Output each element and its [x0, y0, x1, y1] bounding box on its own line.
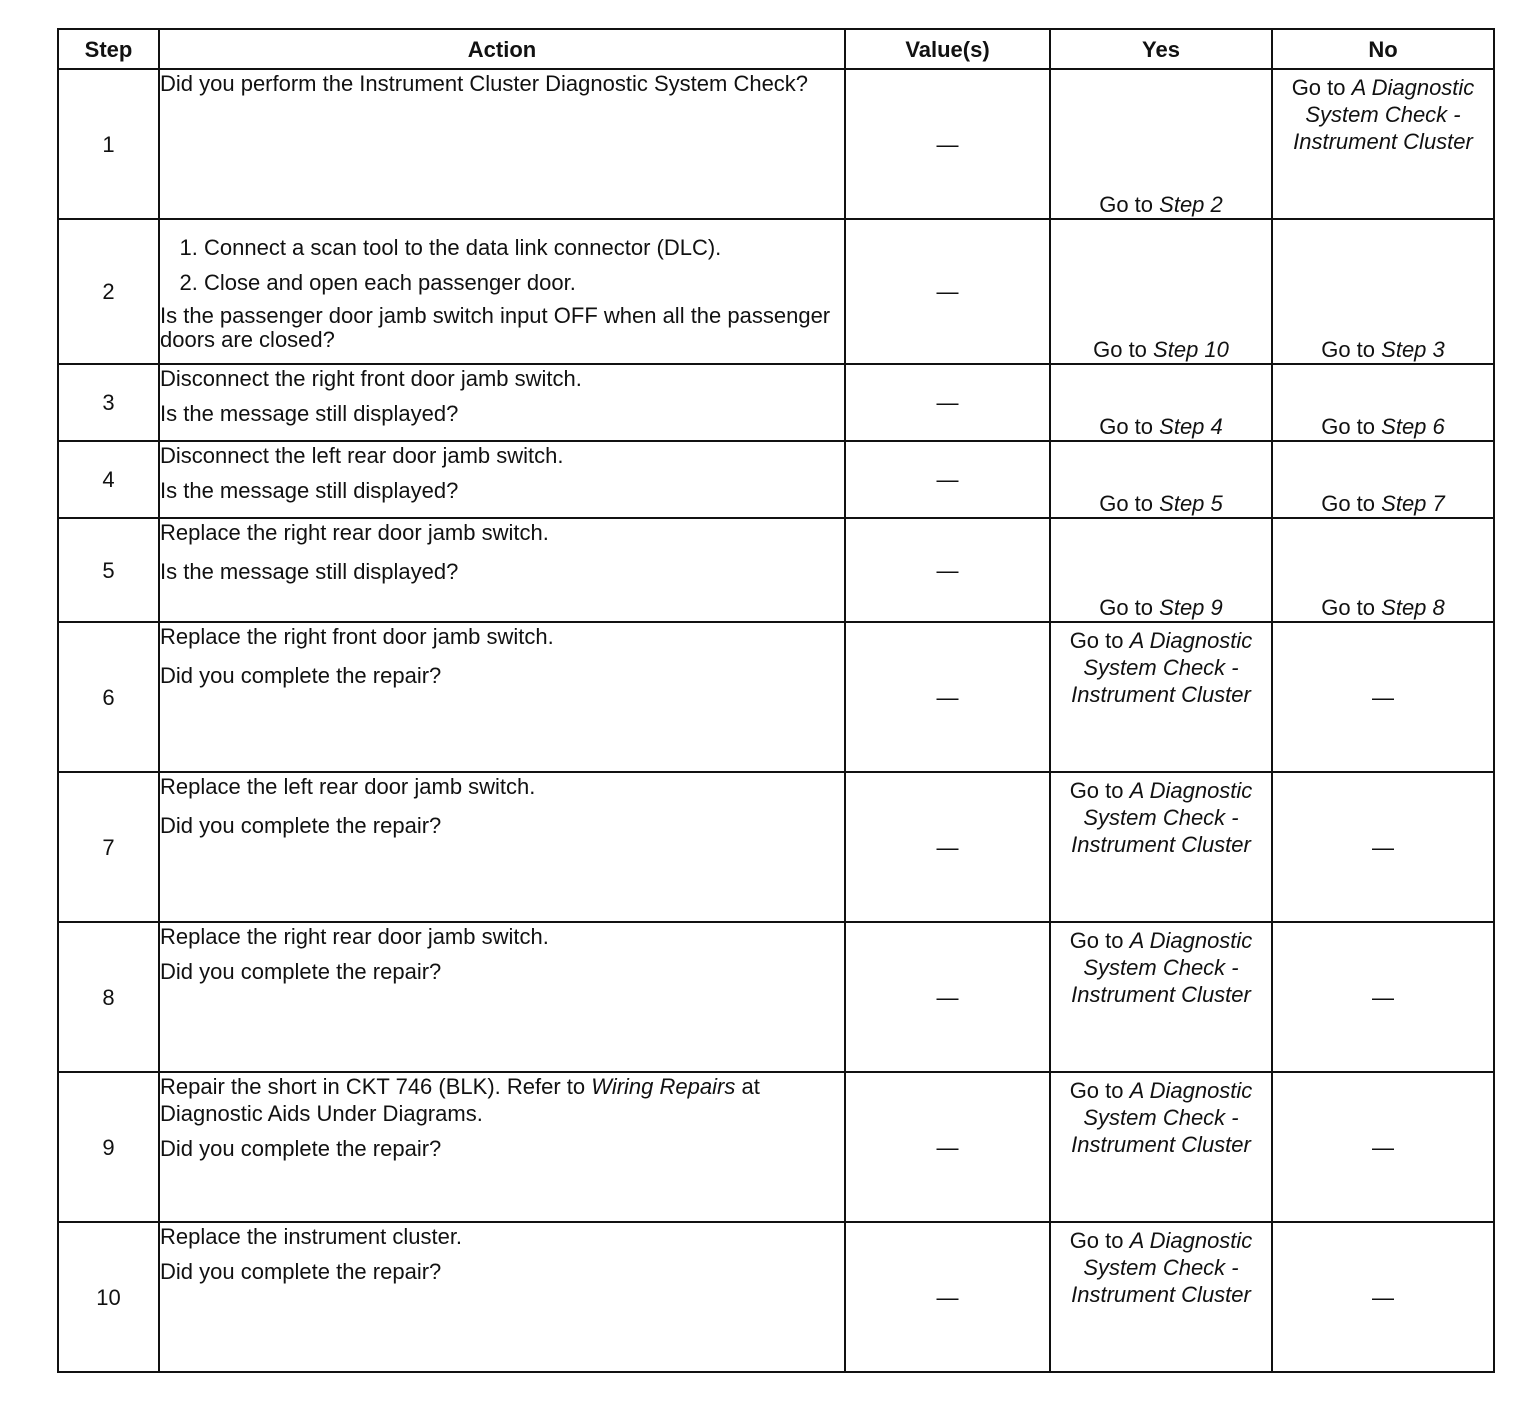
yes-ref: A Diagnostic System Check - Instrument Cluster — [1071, 1078, 1253, 1157]
step-number: 3 — [58, 364, 159, 441]
action-list-item: 2. Close and open each passenger door. — [204, 269, 844, 296]
no-cell — [1272, 219, 1494, 364]
yes-ref: Step 10 — [1153, 337, 1229, 362]
no-prefix: Go to — [1321, 491, 1376, 516]
action-cell — [159, 364, 845, 441]
yes-prefix: Go to — [1099, 192, 1154, 217]
table-row — [58, 219, 1494, 364]
header-yes: Yes — [1050, 29, 1272, 69]
action-cell — [159, 1072, 845, 1222]
value-cell: — — [845, 622, 1050, 772]
action-text-end: at Diagnostic Aids Under Diagrams. — [160, 1074, 760, 1126]
table-row — [58, 622, 1494, 772]
action-text: Disconnect the right front door jamb switch. — [160, 366, 582, 391]
action-question: Did you complete the repair? — [160, 1136, 442, 1161]
step-number: 4 — [58, 441, 159, 518]
no-cell — [1272, 518, 1494, 622]
no-cell: — — [1272, 772, 1494, 922]
yes-prefix: Go to — [1069, 628, 1124, 653]
yes-ref: Step 4 — [1159, 414, 1223, 439]
value-cell: — — [845, 518, 1050, 622]
header-step: Step — [58, 29, 159, 69]
table-row — [58, 364, 1494, 441]
action-question: Is the message still displayed? — [160, 478, 459, 503]
no-prefix: Go to — [1321, 337, 1376, 362]
yes-ref: A Diagnostic System Check - Instrument Cluster — [1071, 628, 1253, 707]
value-cell: — — [845, 441, 1050, 518]
action-cell — [159, 219, 845, 364]
value-cell: — — [845, 922, 1050, 1072]
action-list-item: 1. Connect a scan tool to the data link connector (DLC). — [204, 234, 844, 261]
action-question: Did you complete the repair? — [160, 1259, 442, 1284]
no-prefix: Go to — [1321, 414, 1376, 439]
action-text: Replace the right rear door jamb switch. — [160, 924, 549, 949]
action-cell — [159, 441, 845, 518]
action-cell — [159, 69, 845, 219]
yes-prefix: Go to — [1069, 928, 1124, 953]
action-cell — [159, 922, 845, 1072]
value-cell: — — [845, 1072, 1050, 1222]
action-question: Did you complete the repair? — [160, 813, 442, 838]
action-cell — [159, 518, 845, 622]
yes-prefix: Go to — [1099, 414, 1154, 439]
header-row — [58, 29, 1494, 69]
action-text: Replace the left rear door jamb switch. — [160, 774, 536, 799]
action-question: Is the message still displayed? — [160, 401, 459, 426]
no-ref: A Diagnostic System Check - Instrument Cluster — [1293, 75, 1475, 154]
action-text: Replace the right front door jamb switch. — [160, 624, 554, 649]
no-cell — [1272, 441, 1494, 518]
yes-prefix: Go to — [1093, 337, 1147, 362]
yes-cell — [1050, 219, 1272, 364]
yes-cell — [1050, 364, 1272, 441]
action-text: Did you perform the Instrument Cluster Diagnostic System Check? — [160, 71, 809, 96]
value-cell: — — [845, 69, 1050, 219]
step-number: 5 — [58, 518, 159, 622]
yes-cell — [1050, 1222, 1272, 1372]
yes-ref: A Diagnostic System Check - Instrument Cluster — [1071, 928, 1253, 1007]
action-list — [160, 234, 844, 296]
step-number: 1 — [58, 69, 159, 219]
yes-prefix: Go to — [1069, 1078, 1124, 1103]
table-row — [58, 1072, 1494, 1222]
no-cell: — — [1272, 922, 1494, 1072]
action-cell — [159, 622, 845, 772]
header-action: Action — [159, 29, 845, 69]
yes-ref: Step 2 — [1159, 192, 1223, 217]
no-cell — [1272, 364, 1494, 441]
header-values: Value(s) — [845, 29, 1050, 69]
no-cell: — — [1272, 1222, 1494, 1372]
no-ref: Step 7 — [1381, 491, 1445, 516]
yes-cell — [1050, 518, 1272, 622]
table-row — [58, 441, 1494, 518]
yes-ref: A Diagnostic System Check - Instrument Cluster — [1071, 1228, 1253, 1307]
step-number: 6 — [58, 622, 159, 772]
wiring-repairs-ref: Wiring Repairs — [591, 1074, 736, 1099]
action-question: Did you complete the repair? — [160, 663, 442, 688]
no-ref: Step 8 — [1381, 595, 1445, 620]
yes-cell — [1050, 922, 1272, 1072]
no-cell — [1272, 69, 1494, 219]
action-question: Did you complete the repair? — [160, 959, 442, 984]
no-prefix: Go to — [1321, 595, 1376, 620]
action-question: Is the message still displayed? — [160, 559, 459, 584]
no-prefix: Go to — [1291, 75, 1346, 100]
value-cell: — — [845, 219, 1050, 364]
step-number: 7 — [58, 772, 159, 922]
yes-ref: A Diagnostic System Check - Instrument Cluster — [1071, 778, 1253, 857]
step-number: 8 — [58, 922, 159, 1072]
value-cell: — — [845, 1222, 1050, 1372]
value-cell: — — [845, 772, 1050, 922]
no-ref: Step 6 — [1381, 414, 1445, 439]
step-number: 9 — [58, 1072, 159, 1222]
value-cell: — — [845, 364, 1050, 441]
yes-prefix: Go to — [1069, 1228, 1124, 1253]
yes-prefix: Go to — [1099, 595, 1154, 620]
yes-cell — [1050, 441, 1272, 518]
action-question: Is the passenger door jamb switch input OFF when all the passenger doors are closed? — [160, 303, 831, 352]
yes-cell — [1050, 69, 1272, 219]
yes-prefix: Go to — [1069, 778, 1124, 803]
diagnostic-table — [57, 28, 1495, 1373]
no-ref: Step 3 — [1381, 337, 1445, 362]
action-cell — [159, 772, 845, 922]
action-cell — [159, 1222, 845, 1372]
yes-cell — [1050, 1072, 1272, 1222]
no-cell: — — [1272, 622, 1494, 772]
yes-prefix: Go to — [1099, 491, 1154, 516]
table-row — [58, 922, 1494, 1072]
no-cell: — — [1272, 1072, 1494, 1222]
action-text: Replace the right rear door jamb switch. — [160, 520, 549, 545]
step-number: 10 — [58, 1222, 159, 1372]
yes-ref: Step 9 — [1159, 595, 1223, 620]
action-text: Disconnect the left rear door jamb switch. — [160, 443, 564, 468]
table-row — [58, 1222, 1494, 1372]
table-row — [58, 772, 1494, 922]
action-text-start: Repair the short in CKT 746 (BLK). Refer to — [160, 1074, 586, 1099]
action-text: Replace the instrument cluster. — [160, 1224, 463, 1249]
header-no: No — [1272, 29, 1494, 69]
table-row — [58, 518, 1494, 622]
yes-cell — [1050, 622, 1272, 772]
step-number: 2 — [58, 219, 159, 364]
table-row — [58, 69, 1494, 219]
yes-cell — [1050, 772, 1272, 922]
yes-ref: Step 5 — [1159, 491, 1223, 516]
action-text — [160, 1073, 844, 1127]
